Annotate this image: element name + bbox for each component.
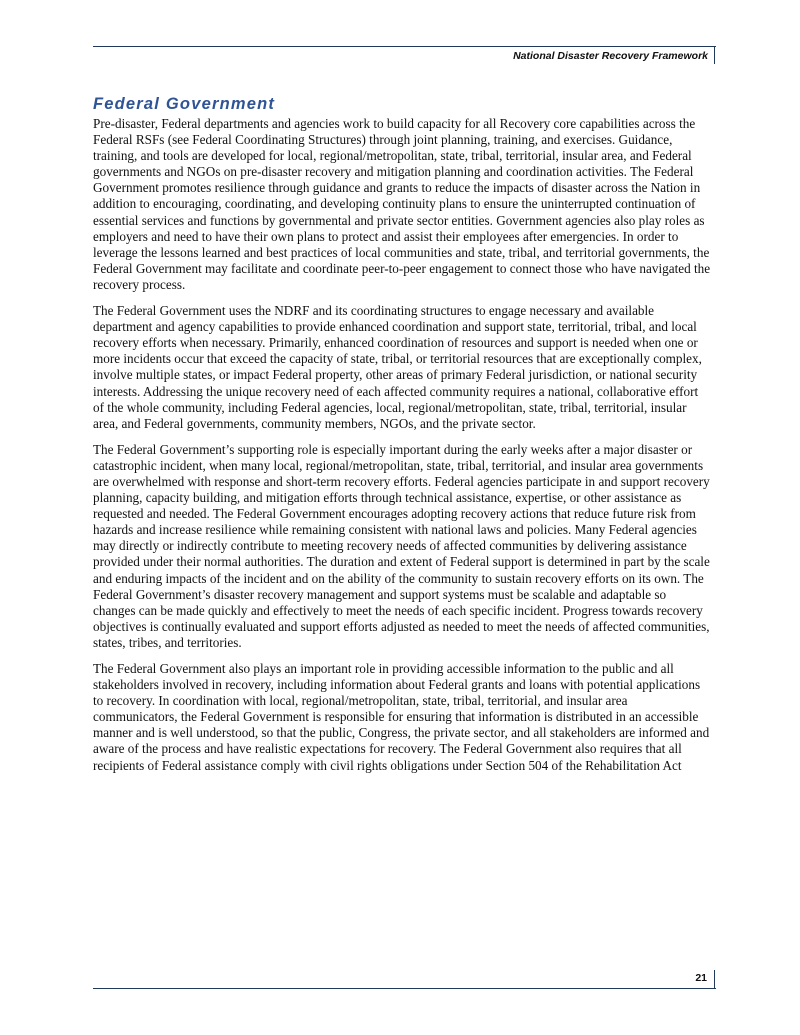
header-rule <box>93 46 716 47</box>
paragraph-4: The Federal Government also plays an important role in providing accessible information to the public and all stakeholders involved in recovery, including information about Federal grants and loans with potential applications to recovery. In coordination with local, regional/metropolitan, state, tribal, territorial, and insular area communicators, the Federal Government is responsible for ensuring that information is distributed in an accessible manner and is well understood, so that the public, Congress, the private sector, and all stakeholders are informed and aware of the process and have realistic expectations for recovery. The Federal Government also requires that all recipients of Federal assistance comply with civil rights obligations under Section 504 of the Rehabilitation Act <box>93 661 710 773</box>
page-content <box>93 94 711 784</box>
paragraph-1: Pre-disaster, Federal departments and agencies work to build capacity for all Recovery core capabilities across the Federal RSFs (see Federal Coordinating Structures) through joint planning, training, and exercises. Guidance, training, and tools are developed for local, regional/metropolitan, state, tribal, territorial, insular area, and Federal governments and NGOs on pre-disaster recovery and mitigation planning and coordination activities. The Federal Government promotes resilience through guidance and grants to reduce the impacts of disaster across the Nation in addition to encouraging, coordinating, and developing continuity plans to ensure the uninterrupted continuation of essential services and functions by governmental and private sector entities. Government agencies also play roles as employers and need to have their own plans to protect and assist their employees after emergencies. In order to leverage the lessons learned and best practices of local communities and state, tribal, and territorial governments, the Federal Government may facilitate and coordinate peer-to-peer engagement to connect those who have navigated the recovery process. <box>93 116 711 292</box>
footer-divider <box>714 970 715 988</box>
section-heading: Federal Government <box>93 95 276 113</box>
footer-rule <box>93 988 716 989</box>
paragraph-2: The Federal Government uses the NDRF and its coordinating structures to engage necessary and available department and agency capabilities to provide enhanced coordination and support state, territorial, tribal, and local recovery efforts when necessary. Primarily, enhanced coordination of resources and support is needed when one or more incidents occur that exceed the capacity of state, tribal, or territorial resources that are exceptionally complex, involve multiple states, or impact Federal property, other areas of primary Federal jurisdiction, or national security interests. Addressing the unique recovery need of each affected community requires a national, collaborative effort of the whole community, including Federal agencies, local, regional/metropolitan, state, tribal, territorial, insular area, and Federal governments, community members, NGOs, and the private sector. <box>93 303 702 431</box>
header-divider <box>714 46 715 64</box>
paragraph-3: The Federal Government’s supporting role is especially important during the early weeks after a major disaster or catastrophic incident, when many local, regional/metropolitan, state, tribal, territorial, and insular area governments are overwhelmed with response and short-term recovery efforts. Federal agencies participate in and support recovery planning, capacity building, and mitigation efforts through technical assistance, expertise, or other assistance as requested and needed. The Federal Government encourages adopting recovery actions that reduce future risk from hazards and increase resilience while remaining consistent with national laws and policies. Many Federal agencies may directly or indirectly contribute to meeting recovery needs of affected communities by delivering assistance provided under their normal authorities. The duration and extent of Federal support is determined in part by the scale and enduring impacts of the incident and on the ability of the community to sustain recovery efforts on its own. The Federal Government’s disaster recovery management and support systems must be scalable and adaptable so changes can be made quickly and effectively to meet the needs of each specific incident. Progress towards recovery objectives is continually evaluated and support efforts adjusted as needed to meet the needs of affected communities, states, tribes, and territories. <box>93 441 710 650</box>
running-header-title: National Disaster Recovery Framework <box>513 50 708 62</box>
page-number: 21 <box>695 972 707 984</box>
